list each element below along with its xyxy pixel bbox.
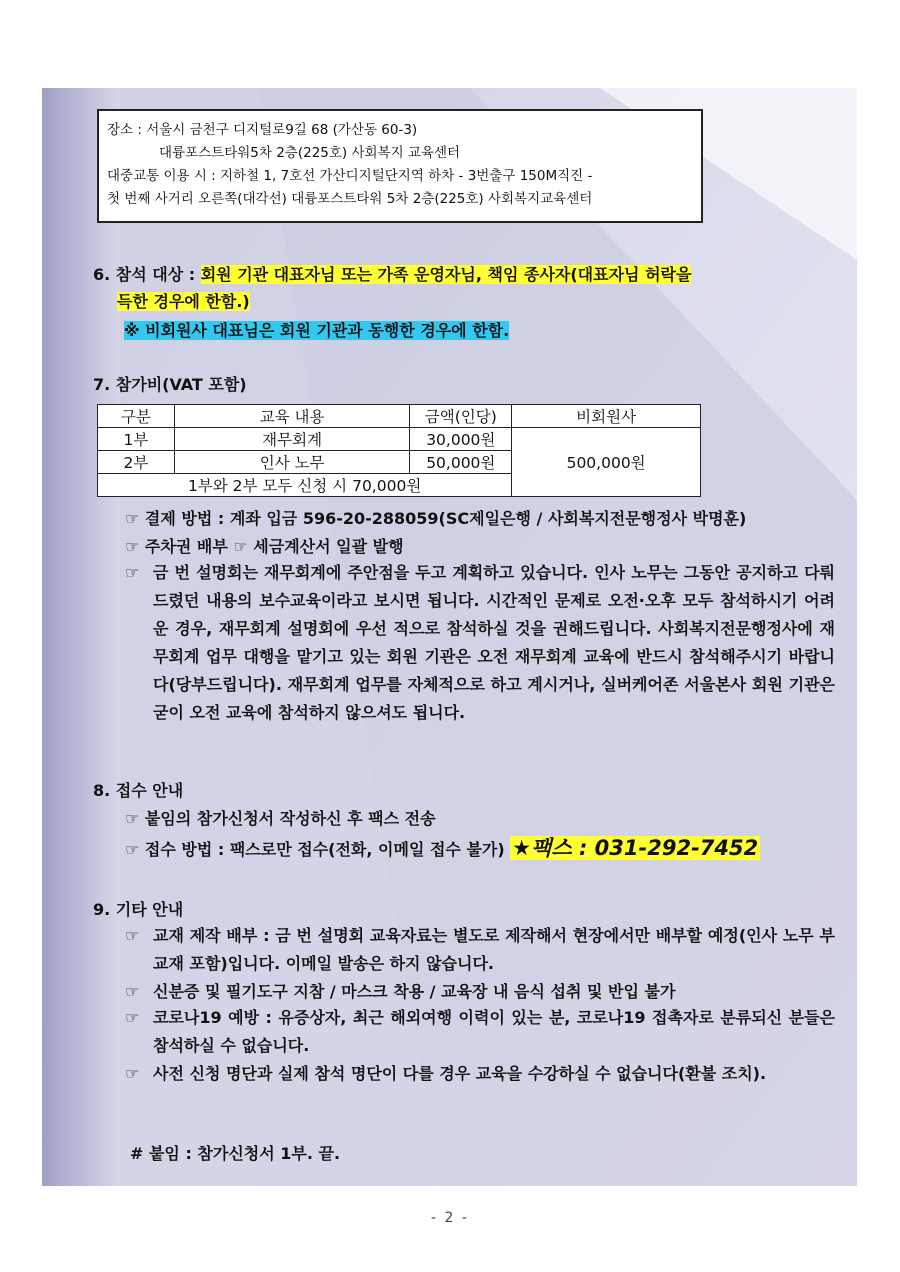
- section6-note-text: ※ 비회원사 대표님은 회원 기관과 동행한 경우에 한함.: [124, 321, 510, 340]
- section9-item4: [125, 1060, 835, 1088]
- pointing-hand-icon: ☞: [125, 809, 140, 828]
- page-number: - 2 -: [431, 1210, 469, 1226]
- location-box: [97, 109, 703, 223]
- requirements-info: 신분증 및 필기도구 지참 / 마스크 착용 / 교육장 내 음식 섭취 및 반입 불가: [153, 982, 676, 1001]
- header-nonmember: 비회원사: [512, 405, 701, 428]
- receipt-method: 접수 방법 : 팩스로만 접수(전화, 이메일 접수 불가): [144, 840, 505, 859]
- invoice-info: 세금계산서 일괄 발행: [253, 537, 404, 556]
- parking-line: [125, 534, 404, 559]
- section9-item2: [125, 978, 835, 1006]
- table-cell: 50,000원: [410, 451, 512, 474]
- section8-heading: 8. 접수 안내: [93, 781, 184, 800]
- section8-item1: [125, 806, 436, 831]
- pointing-hand-icon: ☞: [125, 982, 140, 1001]
- payment-method: 결제 방법 : 계좌 입금 596-20-288059(SC제일은행 / 사회복지전문행정사 박명훈): [144, 509, 747, 528]
- table-cell: 1부: [98, 428, 175, 451]
- section7-heading: 7. 참가비(VAT 포함): [93, 375, 247, 394]
- table-cell: 2부: [98, 451, 175, 474]
- pointing-hand-icon: ☞: [125, 1064, 140, 1083]
- section6-heading: 6. 참석 대상 :: [93, 265, 201, 284]
- table-cell: 재무회계: [174, 428, 410, 451]
- section6-note: [124, 318, 509, 343]
- section9-item1: [125, 922, 835, 978]
- section8-item2: [125, 836, 760, 862]
- attachment-note: # 붙임 : 참가신청서 1부. 끝.: [130, 1144, 341, 1163]
- table-cell: 30,000원: [410, 428, 512, 451]
- covid-info: 코로나19 예방 : 유증상자, 최근 해외여행 이력이 있는 분, 코로나19 접촉자로 분류되신 분들은 참석하실 수 없습니다.: [153, 1008, 835, 1055]
- notice-paragraph: [125, 559, 835, 727]
- parking-info: 주차권 배부: [144, 537, 228, 556]
- section6-line2: [117, 289, 250, 314]
- both-sessions-price: 1부와 2부 모두 신청 시 70,000원: [98, 474, 512, 497]
- table-cell: 인사 노무: [174, 451, 410, 474]
- transport-info: 대중교통 이용 시 : 지하철 1, 7호선 가산디지털단지역 하차 - 3번출구 150M직진 -: [107, 168, 593, 184]
- materials-info: 교재 제작 배부 : 금 번 설명회 교육자료는 별도로 제작해서 현장에서만 배부할 예정(인사 노무 부교재 포함)입니다. 이메일 발송은 하지 않습니다.: [153, 926, 835, 973]
- pointing-hand-icon: ☞: [125, 509, 140, 528]
- pointing-hand-icon: ☞: [125, 1008, 140, 1027]
- notice-text: 금 번 설명회는 재무회계에 주안점을 두고 계획하고 있습니다. 인사 노무는 그동안 공지하고 다뤄드렸던 내용의 보수교육이라고 보시면 됩니다. 시간적인 문제로 오전·오후 모두 참석하시기 어려운 경우, 재무회계 설명회에 우선 적으로 참석하실 것을 권해드립니다. 사회복지전문행정사에 재무회계 업무 대행을 맡기고 있는 회원 기관은 오전 재무회계 교육에 반드시 참석해주시기 바랍니다(당부드립니다). 재무회계 업무를 자체적으로 하고 계시거나, 실버케어존 서울본사 회원 기관은 굳이 오전 교육에 참석하지 않으셔도 됩니다.: [153, 563, 835, 722]
- header-category: 구분: [98, 405, 175, 428]
- section6-target: 회원 기관 대표자님 또는 가족 운영자님, 책임 종사자(대표자님 허락을: [200, 265, 692, 284]
- transport-info-cont: 첫 번째 사거리 오른쪽(대각선) 대륭포스트타워 5차 2층(225호) 사회복지교육센터: [107, 191, 593, 207]
- location-address: 장소 : 서울시 금천구 디지털로9길 68 (가산동 60-3): [107, 122, 418, 138]
- pointing-hand-icon: ☞: [233, 537, 248, 556]
- pointing-hand-icon: ☞: [125, 537, 140, 556]
- pointing-hand-icon: ☞: [125, 563, 140, 582]
- section9-heading: 9. 기타 안내: [93, 900, 184, 919]
- table-header-row: [98, 405, 701, 428]
- nonmember-fee: 500,000원: [512, 428, 701, 497]
- attendance-info: 사전 신청 명단과 실제 참석 명단이 다를 경우 교육을 수강하실 수 없습니다(환불 조치).: [153, 1064, 767, 1083]
- location-building: 대륭포스트타워5차 2층(225호) 사회복지 교육센터: [159, 145, 461, 161]
- table-row: [98, 428, 701, 451]
- section6-target-cont: 득한 경우에 한함.): [117, 292, 250, 311]
- section9-item3: [125, 1004, 835, 1060]
- fax-instruction: 붙임의 참가신청서 작성하신 후 팩스 전송: [144, 809, 436, 828]
- fee-table: [97, 404, 701, 497]
- header-price: 금액(인당): [410, 405, 512, 428]
- section6-line1: [93, 262, 691, 287]
- payment-line: [125, 506, 746, 531]
- header-content: 교육 내용: [174, 405, 410, 428]
- fax-number: ★팩스 : 031-292-7452: [512, 836, 759, 860]
- pointing-hand-icon: ☞: [125, 840, 140, 859]
- pointing-hand-icon: ☞: [125, 926, 140, 945]
